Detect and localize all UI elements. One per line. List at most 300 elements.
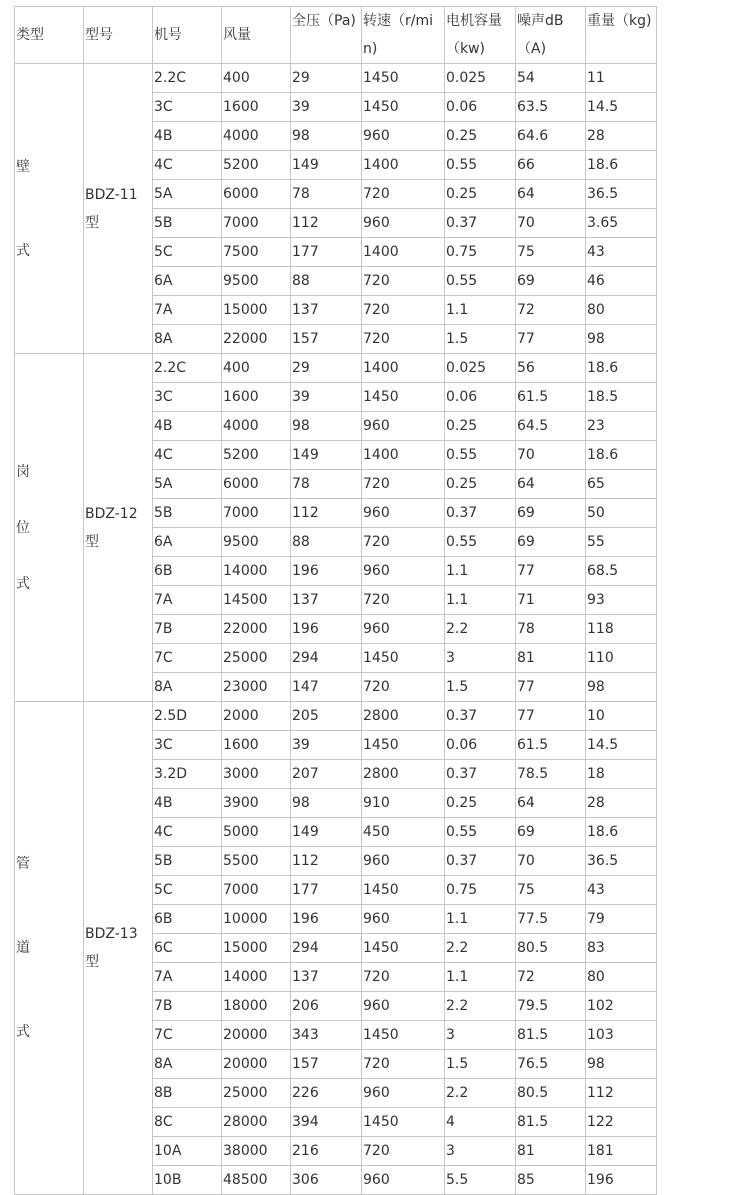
model-label: BDZ-13型 bbox=[85, 926, 138, 970]
speed-cell: 960 bbox=[362, 122, 445, 151]
airflow-cell: 6000 bbox=[222, 470, 291, 499]
noise-cell: 77 bbox=[516, 325, 586, 354]
header-motor-capacity: 电机容量（kw) bbox=[445, 7, 516, 64]
motor-cell: 2.2 bbox=[445, 615, 516, 644]
weight-cell: 112 bbox=[586, 1079, 657, 1108]
weight-cell: 43 bbox=[586, 876, 657, 905]
noise-cell: 80.5 bbox=[516, 934, 586, 963]
motor-cell: 0.025 bbox=[445, 354, 516, 383]
noise-cell: 72 bbox=[516, 296, 586, 325]
motor-cell: 0.75 bbox=[445, 238, 516, 267]
noise-cell: 78 bbox=[516, 615, 586, 644]
pressure-cell: 294 bbox=[291, 644, 362, 673]
airflow-cell: 15000 bbox=[222, 296, 291, 325]
motor-cell: 0.025 bbox=[445, 64, 516, 93]
weight-cell: 36.5 bbox=[586, 180, 657, 209]
header-noise: 噪声dB（A) bbox=[516, 7, 586, 64]
pressure-cell: 394 bbox=[291, 1108, 362, 1137]
noise-cell: 76.5 bbox=[516, 1050, 586, 1079]
airflow-cell: 3900 bbox=[222, 789, 291, 818]
machine-no-cell: 4C bbox=[153, 151, 222, 180]
pressure-cell: 137 bbox=[291, 296, 362, 325]
noise-cell: 66 bbox=[516, 151, 586, 180]
airflow-cell: 14000 bbox=[222, 963, 291, 992]
machine-no-cell: 7B bbox=[153, 992, 222, 1021]
header-type: 类型 bbox=[15, 7, 84, 64]
weight-cell: 18.6 bbox=[586, 818, 657, 847]
speed-cell: 960 bbox=[362, 209, 445, 238]
motor-cell: 3 bbox=[445, 1021, 516, 1050]
weight-cell: 43 bbox=[586, 238, 657, 267]
airflow-cell: 14500 bbox=[222, 586, 291, 615]
speed-cell: 960 bbox=[362, 992, 445, 1021]
speed-cell: 960 bbox=[362, 615, 445, 644]
noise-cell: 78.5 bbox=[516, 760, 586, 789]
motor-cell: 2.2 bbox=[445, 1079, 516, 1108]
motor-cell: 0.55 bbox=[445, 528, 516, 557]
pressure-cell: 149 bbox=[291, 441, 362, 470]
speed-cell: 960 bbox=[362, 1079, 445, 1108]
motor-cell: 0.37 bbox=[445, 760, 516, 789]
noise-cell: 77 bbox=[516, 673, 586, 702]
machine-no-cell: 7C bbox=[153, 644, 222, 673]
noise-cell: 61.5 bbox=[516, 731, 586, 760]
speed-cell: 1450 bbox=[362, 731, 445, 760]
model-cell bbox=[84, 64, 153, 354]
motor-cell: 2.2 bbox=[445, 934, 516, 963]
machine-no-cell: 5C bbox=[153, 238, 222, 267]
noise-cell: 77.5 bbox=[516, 905, 586, 934]
noise-cell: 70 bbox=[516, 847, 586, 876]
airflow-cell: 6000 bbox=[222, 180, 291, 209]
motor-cell: 1.5 bbox=[445, 1050, 516, 1079]
motor-cell: 0.06 bbox=[445, 383, 516, 412]
noise-cell: 61.5 bbox=[516, 383, 586, 412]
header-row bbox=[15, 7, 657, 64]
speed-cell: 450 bbox=[362, 818, 445, 847]
weight-cell: 102 bbox=[586, 992, 657, 1021]
speed-cell: 1400 bbox=[362, 441, 445, 470]
speed-cell: 1450 bbox=[362, 876, 445, 905]
airflow-cell: 10000 bbox=[222, 905, 291, 934]
pressure-cell: 196 bbox=[291, 615, 362, 644]
airflow-cell: 25000 bbox=[222, 1079, 291, 1108]
machine-no-cell: 8C bbox=[153, 1108, 222, 1137]
airflow-cell: 1600 bbox=[222, 731, 291, 760]
weight-cell: 98 bbox=[586, 1050, 657, 1079]
machine-no-cell: 6C bbox=[153, 934, 222, 963]
machine-no-cell: 3.2D bbox=[153, 760, 222, 789]
speed-cell: 1400 bbox=[362, 238, 445, 267]
pressure-cell: 98 bbox=[291, 122, 362, 151]
type-label: 管 道 式 bbox=[16, 856, 30, 1040]
noise-cell: 80.5 bbox=[516, 1079, 586, 1108]
speed-cell: 1450 bbox=[362, 1108, 445, 1137]
noise-cell: 77 bbox=[516, 557, 586, 586]
airflow-cell: 18000 bbox=[222, 992, 291, 1021]
pressure-cell: 157 bbox=[291, 1050, 362, 1079]
speed-cell: 720 bbox=[362, 296, 445, 325]
weight-cell: 18 bbox=[586, 760, 657, 789]
header-model: 型号 bbox=[84, 7, 153, 64]
noise-cell: 69 bbox=[516, 499, 586, 528]
machine-no-cell: 8A bbox=[153, 1050, 222, 1079]
pressure-cell: 112 bbox=[291, 209, 362, 238]
motor-cell: 0.37 bbox=[445, 499, 516, 528]
motor-cell: 1.1 bbox=[445, 586, 516, 615]
machine-no-cell: 8A bbox=[153, 325, 222, 354]
machine-no-cell: 7B bbox=[153, 615, 222, 644]
weight-cell: 98 bbox=[586, 325, 657, 354]
machine-no-cell: 5A bbox=[153, 470, 222, 499]
weight-cell: 80 bbox=[586, 963, 657, 992]
table-body bbox=[15, 64, 657, 1195]
noise-cell: 81.5 bbox=[516, 1108, 586, 1137]
machine-no-cell: 10B bbox=[153, 1166, 222, 1195]
motor-cell: 0.55 bbox=[445, 441, 516, 470]
motor-cell: 4 bbox=[445, 1108, 516, 1137]
noise-cell: 64 bbox=[516, 470, 586, 499]
weight-cell: 118 bbox=[586, 615, 657, 644]
pressure-cell: 306 bbox=[291, 1166, 362, 1195]
speed-cell: 1450 bbox=[362, 934, 445, 963]
pressure-cell: 29 bbox=[291, 354, 362, 383]
speed-cell: 720 bbox=[362, 963, 445, 992]
airflow-cell: 15000 bbox=[222, 934, 291, 963]
speed-cell: 960 bbox=[362, 905, 445, 934]
noise-cell: 79.5 bbox=[516, 992, 586, 1021]
airflow-cell: 22000 bbox=[222, 615, 291, 644]
pressure-cell: 78 bbox=[291, 180, 362, 209]
pressure-cell: 39 bbox=[291, 383, 362, 412]
header-total-pressure: 全压（Pa) bbox=[291, 7, 362, 64]
weight-cell: 28 bbox=[586, 789, 657, 818]
airflow-cell: 28000 bbox=[222, 1108, 291, 1137]
airflow-cell: 20000 bbox=[222, 1050, 291, 1079]
fan-spec-table bbox=[14, 6, 657, 1195]
machine-no-cell: 6A bbox=[153, 267, 222, 296]
type-cell bbox=[15, 64, 84, 354]
pressure-cell: 98 bbox=[291, 412, 362, 441]
airflow-cell: 2000 bbox=[222, 702, 291, 731]
pressure-cell: 294 bbox=[291, 934, 362, 963]
type-cell bbox=[15, 702, 84, 1195]
weight-cell: 110 bbox=[586, 644, 657, 673]
pressure-cell: 216 bbox=[291, 1137, 362, 1166]
weight-cell: 196 bbox=[586, 1166, 657, 1195]
weight-cell: 10 bbox=[586, 702, 657, 731]
noise-cell: 77 bbox=[516, 702, 586, 731]
model-label: BDZ-11型 bbox=[85, 186, 138, 231]
header-machine-no: 机号 bbox=[153, 7, 222, 64]
type-label: 岗 位 式 bbox=[16, 463, 30, 592]
noise-cell: 75 bbox=[516, 238, 586, 267]
airflow-cell: 14000 bbox=[222, 557, 291, 586]
motor-cell: 0.25 bbox=[445, 470, 516, 499]
airflow-cell: 20000 bbox=[222, 1021, 291, 1050]
pressure-cell: 149 bbox=[291, 151, 362, 180]
motor-cell: 0.37 bbox=[445, 702, 516, 731]
noise-cell: 64 bbox=[516, 789, 586, 818]
motor-cell: 0.25 bbox=[445, 180, 516, 209]
noise-cell: 64 bbox=[516, 180, 586, 209]
noise-cell: 64.5 bbox=[516, 412, 586, 441]
weight-cell: 68.5 bbox=[586, 557, 657, 586]
machine-no-cell: 10A bbox=[153, 1137, 222, 1166]
machine-no-cell: 4C bbox=[153, 441, 222, 470]
noise-cell: 69 bbox=[516, 528, 586, 557]
model-label: BDZ-12型 bbox=[85, 505, 138, 550]
speed-cell: 960 bbox=[362, 499, 445, 528]
weight-cell: 11 bbox=[586, 64, 657, 93]
weight-cell: 14.5 bbox=[586, 93, 657, 122]
speed-cell: 720 bbox=[362, 1137, 445, 1166]
airflow-cell: 5200 bbox=[222, 441, 291, 470]
airflow-cell: 7500 bbox=[222, 238, 291, 267]
type-cell bbox=[15, 354, 84, 702]
motor-cell: 1.1 bbox=[445, 963, 516, 992]
type-label: 壁 式 bbox=[16, 158, 30, 259]
machine-no-cell: 6A bbox=[153, 528, 222, 557]
machine-no-cell: 7A bbox=[153, 296, 222, 325]
weight-cell: 98 bbox=[586, 673, 657, 702]
pressure-cell: 207 bbox=[291, 760, 362, 789]
airflow-cell: 25000 bbox=[222, 644, 291, 673]
motor-cell: 1.1 bbox=[445, 905, 516, 934]
airflow-cell: 22000 bbox=[222, 325, 291, 354]
noise-cell: 81 bbox=[516, 1137, 586, 1166]
machine-no-cell: 5A bbox=[153, 180, 222, 209]
weight-cell: 46 bbox=[586, 267, 657, 296]
model-cell bbox=[84, 702, 153, 1195]
machine-no-cell: 6B bbox=[153, 905, 222, 934]
weight-cell: 18.5 bbox=[586, 383, 657, 412]
motor-cell: 1.5 bbox=[445, 673, 516, 702]
pressure-cell: 205 bbox=[291, 702, 362, 731]
machine-no-cell: 5C bbox=[153, 876, 222, 905]
machine-no-cell: 2.2C bbox=[153, 354, 222, 383]
speed-cell: 720 bbox=[362, 528, 445, 557]
table-row bbox=[15, 702, 657, 731]
airflow-cell: 4000 bbox=[222, 122, 291, 151]
pressure-cell: 88 bbox=[291, 267, 362, 296]
airflow-cell: 7000 bbox=[222, 209, 291, 238]
speed-cell: 720 bbox=[362, 325, 445, 354]
weight-cell: 14.5 bbox=[586, 731, 657, 760]
weight-cell: 83 bbox=[586, 934, 657, 963]
motor-cell: 0.75 bbox=[445, 876, 516, 905]
machine-no-cell: 4B bbox=[153, 789, 222, 818]
noise-cell: 64.6 bbox=[516, 122, 586, 151]
machine-no-cell: 4C bbox=[153, 818, 222, 847]
noise-cell: 69 bbox=[516, 818, 586, 847]
header-speed: 转速（r/min) bbox=[362, 7, 445, 64]
machine-no-cell: 5B bbox=[153, 499, 222, 528]
airflow-cell: 4000 bbox=[222, 412, 291, 441]
machine-no-cell: 2.2C bbox=[153, 64, 222, 93]
machine-no-cell: 5B bbox=[153, 847, 222, 876]
machine-no-cell: 2.5D bbox=[153, 702, 222, 731]
motor-cell: 0.55 bbox=[445, 818, 516, 847]
motor-cell: 1.5 bbox=[445, 325, 516, 354]
model-cell bbox=[84, 354, 153, 702]
machine-no-cell: 4B bbox=[153, 122, 222, 151]
pressure-cell: 177 bbox=[291, 238, 362, 267]
motor-cell: 0.06 bbox=[445, 93, 516, 122]
airflow-cell: 48500 bbox=[222, 1166, 291, 1195]
machine-no-cell: 3C bbox=[153, 93, 222, 122]
airflow-cell: 38000 bbox=[222, 1137, 291, 1166]
airflow-cell: 9500 bbox=[222, 528, 291, 557]
machine-no-cell: 8A bbox=[153, 673, 222, 702]
machine-no-cell: 5B bbox=[153, 209, 222, 238]
motor-cell: 0.37 bbox=[445, 847, 516, 876]
pressure-cell: 137 bbox=[291, 586, 362, 615]
motor-cell: 3 bbox=[445, 644, 516, 673]
pressure-cell: 112 bbox=[291, 499, 362, 528]
pressure-cell: 112 bbox=[291, 847, 362, 876]
weight-cell: 103 bbox=[586, 1021, 657, 1050]
weight-cell: 181 bbox=[586, 1137, 657, 1166]
pressure-cell: 29 bbox=[291, 64, 362, 93]
noise-cell: 81 bbox=[516, 644, 586, 673]
weight-cell: 23 bbox=[586, 412, 657, 441]
motor-cell: 0.06 bbox=[445, 731, 516, 760]
noise-cell: 81.5 bbox=[516, 1021, 586, 1050]
pressure-cell: 147 bbox=[291, 673, 362, 702]
weight-cell: 18.6 bbox=[586, 354, 657, 383]
machine-no-cell: 3C bbox=[153, 731, 222, 760]
motor-cell: 5.5 bbox=[445, 1166, 516, 1195]
header-airflow: 风量 bbox=[222, 7, 291, 64]
airflow-cell: 1600 bbox=[222, 383, 291, 412]
airflow-cell: 1600 bbox=[222, 93, 291, 122]
weight-cell: 50 bbox=[586, 499, 657, 528]
motor-cell: 2.2 bbox=[445, 992, 516, 1021]
speed-cell: 1450 bbox=[362, 644, 445, 673]
speed-cell: 960 bbox=[362, 847, 445, 876]
weight-cell: 93 bbox=[586, 586, 657, 615]
pressure-cell: 206 bbox=[291, 992, 362, 1021]
weight-cell: 36.5 bbox=[586, 847, 657, 876]
speed-cell: 960 bbox=[362, 1166, 445, 1195]
noise-cell: 56 bbox=[516, 354, 586, 383]
speed-cell: 720 bbox=[362, 470, 445, 499]
pressure-cell: 137 bbox=[291, 963, 362, 992]
airflow-cell: 9500 bbox=[222, 267, 291, 296]
pressure-cell: 343 bbox=[291, 1021, 362, 1050]
airflow-cell: 400 bbox=[222, 64, 291, 93]
motor-cell: 1.1 bbox=[445, 296, 516, 325]
pressure-cell: 196 bbox=[291, 557, 362, 586]
machine-no-cell: 7C bbox=[153, 1021, 222, 1050]
machine-no-cell: 6B bbox=[153, 557, 222, 586]
machine-no-cell: 7A bbox=[153, 963, 222, 992]
speed-cell: 1400 bbox=[362, 151, 445, 180]
machine-no-cell: 8B bbox=[153, 1079, 222, 1108]
noise-cell: 71 bbox=[516, 586, 586, 615]
motor-cell: 0.55 bbox=[445, 267, 516, 296]
weight-cell: 55 bbox=[586, 528, 657, 557]
speed-cell: 960 bbox=[362, 557, 445, 586]
speed-cell: 1450 bbox=[362, 93, 445, 122]
noise-cell: 70 bbox=[516, 441, 586, 470]
weight-cell: 80 bbox=[586, 296, 657, 325]
airflow-cell: 3000 bbox=[222, 760, 291, 789]
speed-cell: 2800 bbox=[362, 702, 445, 731]
pressure-cell: 88 bbox=[291, 528, 362, 557]
pressure-cell: 177 bbox=[291, 876, 362, 905]
speed-cell: 1450 bbox=[362, 1021, 445, 1050]
airflow-cell: 5200 bbox=[222, 151, 291, 180]
speed-cell: 960 bbox=[362, 412, 445, 441]
airflow-cell: 5500 bbox=[222, 847, 291, 876]
motor-cell: 3 bbox=[445, 1137, 516, 1166]
speed-cell: 720 bbox=[362, 1050, 445, 1079]
pressure-cell: 157 bbox=[291, 325, 362, 354]
airflow-cell: 7000 bbox=[222, 499, 291, 528]
weight-cell: 3.65 bbox=[586, 209, 657, 238]
speed-cell: 1450 bbox=[362, 64, 445, 93]
airflow-cell: 400 bbox=[222, 354, 291, 383]
pressure-cell: 149 bbox=[291, 818, 362, 847]
weight-cell: 18.6 bbox=[586, 151, 657, 180]
speed-cell: 720 bbox=[362, 586, 445, 615]
pressure-cell: 98 bbox=[291, 789, 362, 818]
pressure-cell: 78 bbox=[291, 470, 362, 499]
speed-cell: 2800 bbox=[362, 760, 445, 789]
motor-cell: 0.55 bbox=[445, 151, 516, 180]
weight-cell: 122 bbox=[586, 1108, 657, 1137]
noise-cell: 70 bbox=[516, 209, 586, 238]
airflow-cell: 23000 bbox=[222, 673, 291, 702]
table-row bbox=[15, 64, 657, 93]
speed-cell: 720 bbox=[362, 267, 445, 296]
speed-cell: 720 bbox=[362, 180, 445, 209]
pressure-cell: 39 bbox=[291, 731, 362, 760]
header-weight: 重量（kg) bbox=[586, 7, 657, 64]
speed-cell: 720 bbox=[362, 673, 445, 702]
noise-cell: 75 bbox=[516, 876, 586, 905]
weight-cell: 65 bbox=[586, 470, 657, 499]
noise-cell: 63.5 bbox=[516, 93, 586, 122]
speed-cell: 1400 bbox=[362, 354, 445, 383]
motor-cell: 0.25 bbox=[445, 122, 516, 151]
motor-cell: 0.25 bbox=[445, 789, 516, 818]
speed-cell: 910 bbox=[362, 789, 445, 818]
speed-cell: 1450 bbox=[362, 383, 445, 412]
machine-no-cell: 7A bbox=[153, 586, 222, 615]
noise-cell: 54 bbox=[516, 64, 586, 93]
motor-cell: 1.1 bbox=[445, 557, 516, 586]
weight-cell: 18.6 bbox=[586, 441, 657, 470]
pressure-cell: 196 bbox=[291, 905, 362, 934]
motor-cell: 0.37 bbox=[445, 209, 516, 238]
table-row bbox=[15, 354, 657, 383]
noise-cell: 69 bbox=[516, 267, 586, 296]
noise-cell: 85 bbox=[516, 1166, 586, 1195]
weight-cell: 79 bbox=[586, 905, 657, 934]
weight-cell: 28 bbox=[586, 122, 657, 151]
noise-cell: 72 bbox=[516, 963, 586, 992]
airflow-cell: 5000 bbox=[222, 818, 291, 847]
airflow-cell: 7000 bbox=[222, 876, 291, 905]
pressure-cell: 226 bbox=[291, 1079, 362, 1108]
pressure-cell: 39 bbox=[291, 93, 362, 122]
machine-no-cell: 3C bbox=[153, 383, 222, 412]
machine-no-cell: 4B bbox=[153, 412, 222, 441]
motor-cell: 0.25 bbox=[445, 412, 516, 441]
